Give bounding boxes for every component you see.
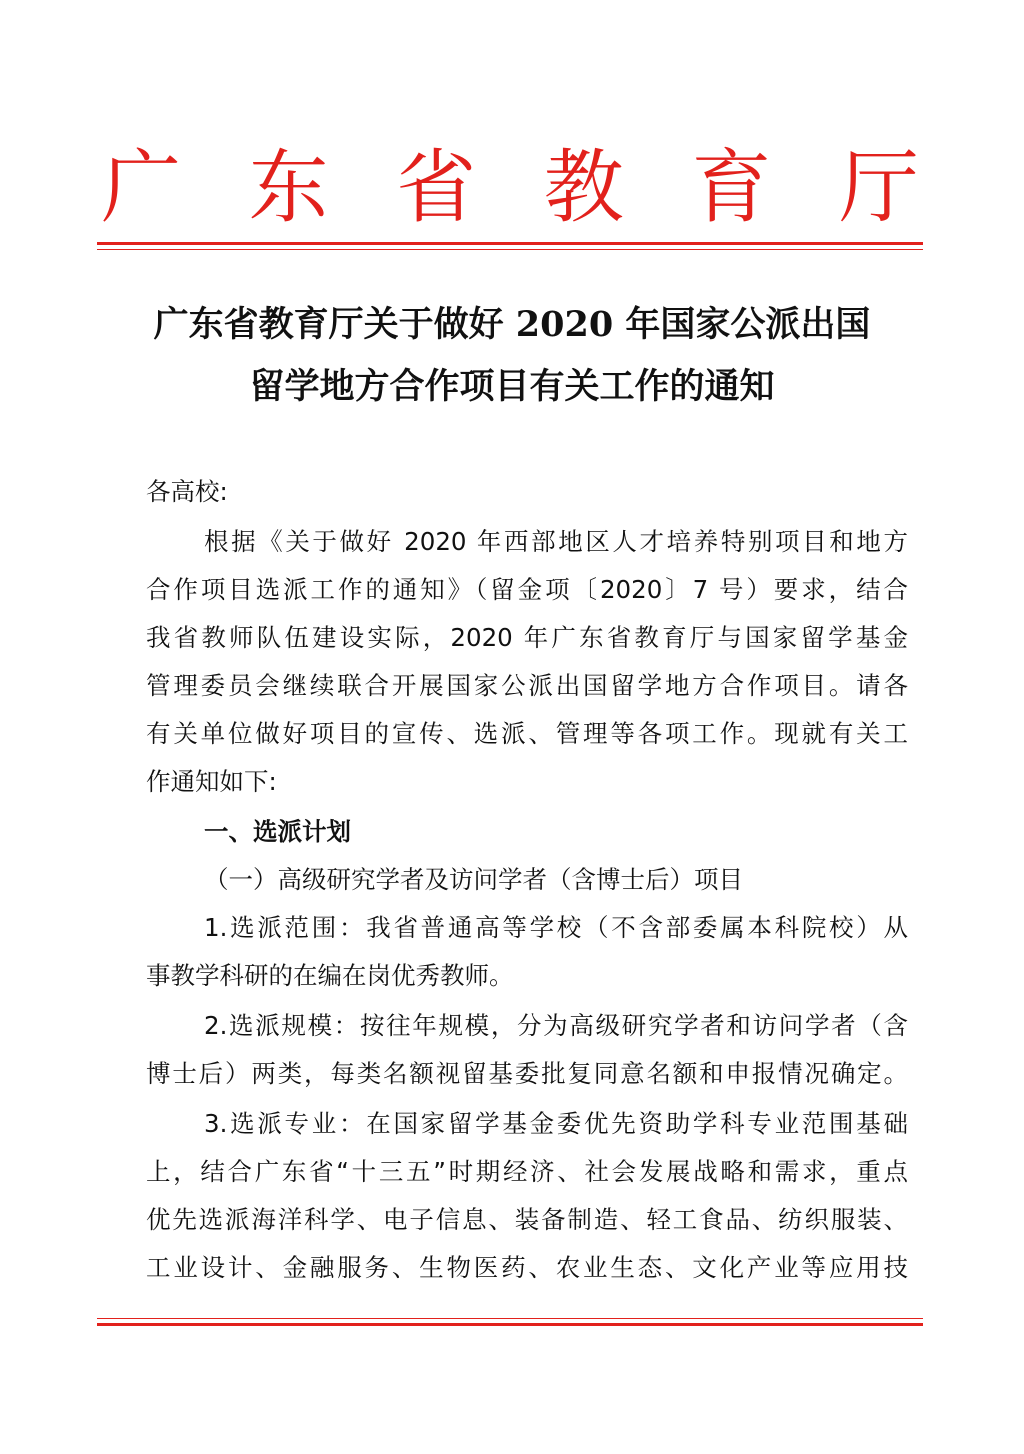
masthead-char: 厅 [838, 141, 919, 234]
header-rule-thin [97, 249, 923, 250]
section-heading: 一、选派计划 [204, 817, 351, 846]
subsection-heading: （一）高级研究学者及访问学者（含博士后）项目 [204, 865, 743, 894]
masthead-char: 育 [691, 141, 772, 234]
paragraph-line: 根据《关于做好 2020 年西部地区人才培养特别项目和地方 [204, 527, 908, 556]
paragraph-line: 有关单位做好项目的宣传、选派、管理等各项工作。现就有关工 [146, 719, 908, 748]
paragraph-line: 1.选派范围：我省普通高等学校（不含部委属本科院校）从 [204, 913, 908, 942]
masthead-char: 东 [248, 141, 329, 234]
footer-rule-thick [97, 1323, 923, 1326]
salutation: 各高校: [146, 477, 228, 506]
masthead-char: 教 [543, 141, 624, 234]
footer-rule-thin [97, 1318, 923, 1319]
masthead-char: 省 [396, 141, 477, 234]
paragraph-line: 作通知如下: [146, 767, 277, 796]
paragraph-line: 优先选派海洋科学、电子信息、装备制造、轻工食品、纺织服装、 [146, 1205, 908, 1234]
document-title-line-2: 留学地方合作项目有关工作的通知 [249, 366, 775, 407]
paragraph-line: 管理委员会继续联合开展国家公派出国留学地方合作项目。请各 [146, 671, 908, 700]
document-title-line-1: 广东省教育厅关于做好 2020 年国家公派出国 [153, 304, 871, 345]
paragraph-line: 合作项目选派工作的通知》（留金项〔2020〕7 号）要求，结合 [146, 575, 908, 604]
paragraph-line: 我省教师队伍建设实际，2020 年广东省教育厅与国家留学基金 [146, 623, 908, 652]
paragraph-line: 博士后）两类，每类名额视留基委批复同意名额和申报情况确定。 [146, 1059, 908, 1088]
paragraph-line: 3.选派专业：在国家留学基金委优先资助学科专业范围基础 [204, 1109, 908, 1138]
paragraph-line: 工业设计、金融服务、生物医药、农业生态、文化产业等应用技 [146, 1253, 908, 1282]
paragraph-line: 上，结合广东省“十三五”时期经济、社会发展战略和需求，重点 [146, 1157, 908, 1186]
paragraph-line: 事教学科研的在编在岗优秀教师。 [146, 961, 514, 990]
agency-masthead [100, 138, 920, 238]
header-rule-thick [97, 242, 923, 245]
paragraph-line: 2.选派规模：按往年规模，分为高级研究学者和访问学者（含 [204, 1011, 908, 1040]
masthead-char: 广 [101, 141, 181, 234]
